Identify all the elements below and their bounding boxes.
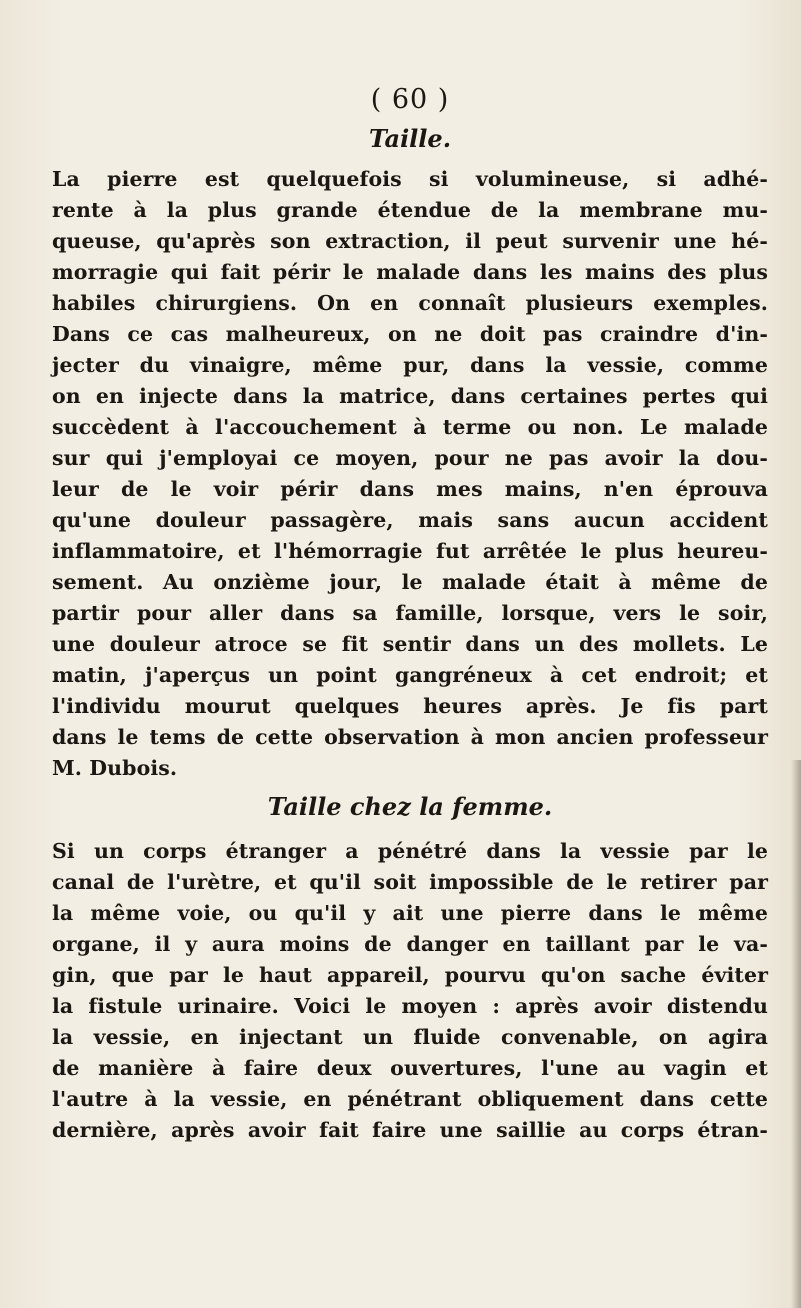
section-title-taille: Taille. [368, 124, 452, 153]
text-line: Si un corps étranger a pénétré dans la vessie par le [52, 839, 768, 863]
text-line: rente à la plus grande étendue de la membrane mu- [52, 198, 768, 222]
text-line: la même voie, ou qu'il y ait une pierre dans le même [52, 901, 768, 925]
text-line: canal de l'urètre, et qu'il soit impossible de le retirer par [52, 870, 768, 894]
text-line: jecter du vinaigre, même pur, dans la vessie, comme [52, 353, 768, 377]
text-line: dans le tems de cette observation à mon ancien professeur [52, 725, 768, 749]
text-line: qu'une douleur passagère, mais sans aucun accident [52, 508, 768, 532]
text-line: La pierre est quelquefois si volumineuse, si adhé- [52, 167, 768, 191]
text-line: on en injecte dans la matrice, dans certaines pertes qui [52, 384, 768, 408]
text-line: leur de le voir périr dans mes mains, n'en éprouva [52, 477, 768, 501]
text-line: la fistule urinaire. Voici le moyen : après avoir distendu [52, 994, 768, 1018]
text-line: partir pour aller dans sa famille, lorsque, vers le soir, [52, 601, 768, 625]
text-line: inflammatoire, et l'hémorragie fut arrêtée le plus heureu- [52, 539, 768, 563]
text-line: gin, que par le haut appareil, pourvu qu'on sache éviter [52, 963, 768, 987]
paragraph-taille [52, 164, 768, 784]
text-line: morragie qui fait périr le malade dans les mains des plus [52, 260, 768, 284]
page-content [52, 82, 768, 1146]
text-line: organe, il y aura moins de danger en taillant par le va- [52, 932, 768, 956]
text-line: l'autre à la vessie, en pénétrant obliquement dans cette [52, 1087, 768, 1111]
text-line: matin, j'aperçus un point gangréneux à cet endroit; et [52, 663, 768, 687]
text-line: queuse, qu'après son extraction, il peut survenir une hé- [52, 229, 768, 253]
page-number: ( 60 ) [370, 84, 450, 115]
section-title-taille-femme: Taille chez la femme. [267, 792, 553, 821]
text-line: sur qui j'employai ce moyen, pour ne pas avoir la dou- [52, 446, 768, 470]
text-line: la vessie, en injectant un fluide convenable, on agira [52, 1025, 768, 1049]
text-line: dernière, après avoir fait faire une saillie au corps étran- [52, 1118, 768, 1142]
text-line: succèdent à l'accouchement à terme ou non. Le malade [52, 415, 768, 439]
text-line: l'individu mourut quelques heures après. Je fis part [52, 694, 768, 718]
text-line: sement. Au onzième jour, le malade était à même de [52, 570, 768, 594]
text-line: M. Dubois. [52, 756, 178, 780]
text-line: de manière à faire deux ouvertures, l'une au vagin et [52, 1056, 768, 1080]
paragraph-taille-femme [52, 836, 768, 1146]
page-edge-shadow [791, 760, 801, 1308]
text-line: Dans ce cas malheureux, on ne doit pas craindre d'in- [52, 322, 768, 346]
text-line: une douleur atroce se fit sentir dans un des mollets. Le [52, 632, 768, 656]
text-line: habiles chirurgiens. On en connaît plusieurs exemples. [52, 291, 768, 315]
